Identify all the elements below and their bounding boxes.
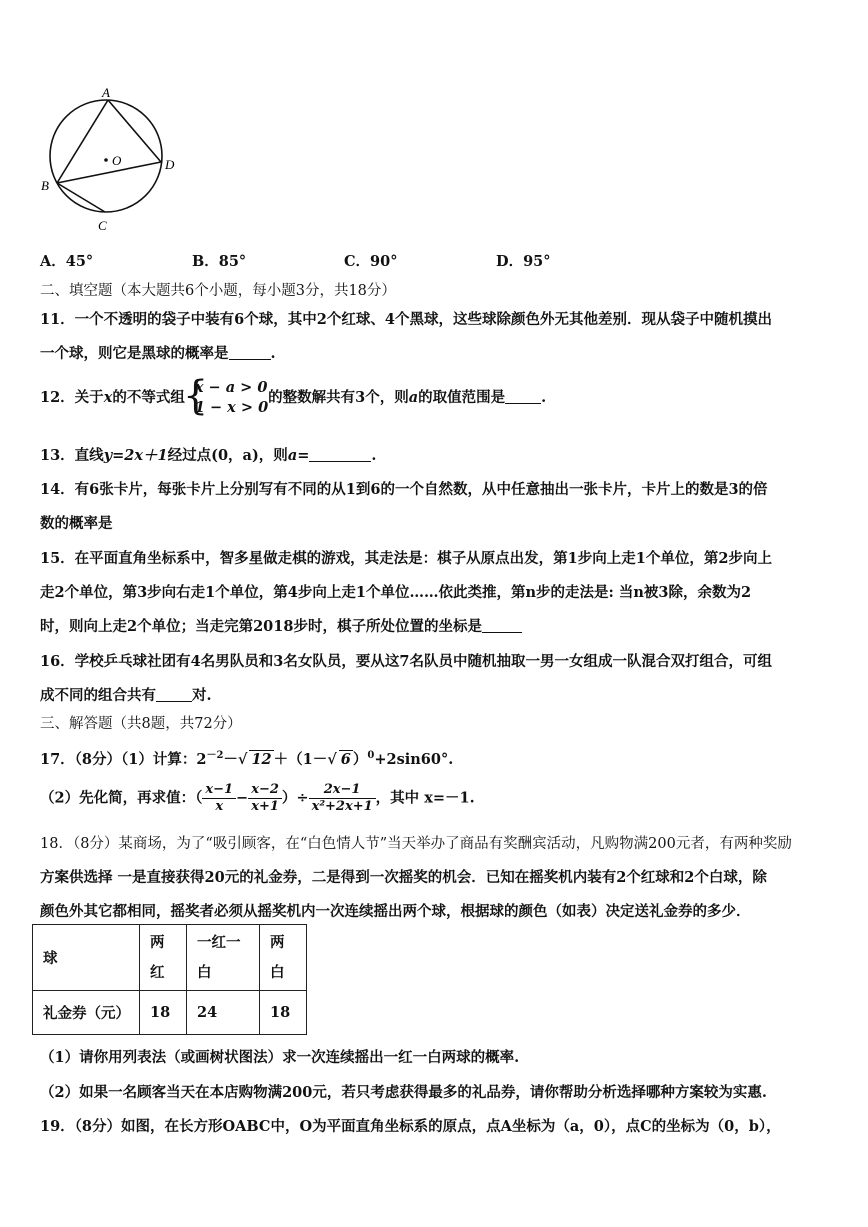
q17-sqrt12: 12 xyxy=(251,750,272,768)
q17-p1a: 17．（8分）（1）计算：2 xyxy=(40,750,207,768)
q11-end: . xyxy=(270,345,276,362)
q12-ineq1: { x − a > 0 xyxy=(194,379,268,396)
q17-p1c: ＋（1－ xyxy=(273,750,328,768)
q13-pre: 13．直线 xyxy=(40,447,104,464)
h2b: 白 xyxy=(197,963,212,981)
h3b: 白 xyxy=(270,963,285,981)
q17-exp: －2 xyxy=(206,750,224,761)
q17-minus: − xyxy=(236,789,249,807)
table-header-two-red xyxy=(140,925,187,991)
q12-post2: 的取值范围是 xyxy=(418,389,506,406)
q16-blank[interactable] xyxy=(156,687,192,702)
circle-figure xyxy=(36,88,186,238)
label-d: D xyxy=(165,157,175,172)
q12-mid: 的不等式组 xyxy=(112,389,185,406)
q13-eq: y=2x＋1 xyxy=(103,447,168,464)
q17-p1d: ） xyxy=(352,750,368,768)
q13-mid: 经过点(0，a)，则 xyxy=(167,447,288,464)
q16-line2 xyxy=(40,684,212,705)
q18-sub2: （2）如果一名顾客当天在本店购物满200元，若只考虑获得最多的礼品券，请你帮助分析选择哪种方案较为实惠. xyxy=(40,1084,767,1101)
q12-x: x xyxy=(103,389,113,406)
q17-p1b: － xyxy=(223,750,238,768)
q14-line1: 14．有6张卡片，每张卡片上分别写有不同的从1到6的一个自然数，从中任意抽出一张卡片，卡片上的数是3的倍 xyxy=(40,481,768,498)
q18-line2: 方案供选择 一是直接获得20元的礼金券，二是得到一次摇奖的机会．已知在摇奖机内装有2个红球和2个白球，除 xyxy=(40,869,767,886)
prize-table xyxy=(32,924,307,1035)
q15-line1: 15．在平面直角坐标系中，智多星做走棋的游戏，其走法是：棋子从原点出发，第1步向上走1个单位，第2步向上 xyxy=(40,550,772,567)
h2a: 一红一 xyxy=(197,933,241,951)
circle-o xyxy=(50,100,162,212)
option-c: C．90° xyxy=(344,253,398,270)
q17-part1: 17．（8分）（1）计算：$2^{-2}-√$ 12 ＋（1－√ 6 ）$^0$+2sin60°. xyxy=(40,750,454,768)
q14-line2: 数的概率是 xyxy=(40,515,113,532)
center-dot xyxy=(104,158,108,162)
q13-blank[interactable] xyxy=(309,447,371,462)
q18-line1: 18．（8分）某商场，为了“吸引顾客，在“白色情人节”当天举办了商品有奖酬宾活动，凡购物满200元者，有两种奖励 xyxy=(40,836,792,852)
q12-end: . xyxy=(541,389,547,406)
q12-post: 的整数解共有3个，则 xyxy=(268,389,409,406)
q17-exp0: 0 xyxy=(367,750,375,761)
table-cell: 18 xyxy=(140,991,187,1035)
q17-p2c: ，其中 x=－1. xyxy=(375,789,475,807)
q19-line1: 19．（8分）如图，在长方形OABC中，O为平面直角坐标系的原点，点A坐标为（a，0），点C的坐标为（0，b）， xyxy=(40,1118,781,1135)
q12-blank[interactable] xyxy=(505,389,541,404)
q15-blank[interactable] xyxy=(482,618,522,633)
chord-bc xyxy=(57,183,105,212)
q12-ineq2: 1 − x > 0 xyxy=(194,399,269,416)
q11-line1: 11．一个不透明的袋子中装有6个球，其中2个红球、4个黑球，这些球除颜色外无其他差别．现从袋子中随机摸出 xyxy=(40,311,772,328)
table-cell: 18 xyxy=(260,991,307,1035)
q17-frac1 xyxy=(202,782,236,815)
q17-frac2 xyxy=(248,782,282,815)
label-c: C xyxy=(98,218,107,233)
q13-a: a= xyxy=(287,447,310,464)
q12 xyxy=(40,378,546,418)
option-a: A．45° xyxy=(40,253,94,270)
frac3-den: x²+2x+1 xyxy=(311,799,373,814)
table-row xyxy=(33,991,307,1035)
section-3-heading: 三、解答题（共8题，共72分） xyxy=(40,716,242,732)
option-b: B．85° xyxy=(192,253,247,270)
h1b: 红 xyxy=(150,963,165,981)
q18-sub1: （1）请你用列表法（或画树状图法）求一次连续摇出一红一白两球的概率. xyxy=(40,1049,520,1066)
q11-text: 一个球，则它是黑球的概率是 xyxy=(40,345,229,362)
q16-end: 对. xyxy=(192,687,212,704)
label-a: A xyxy=(102,88,110,100)
frac2-num: x−2 xyxy=(248,782,282,799)
q17-frac3 xyxy=(309,782,376,815)
q12-system xyxy=(185,378,268,418)
q18-line3: 颜色外其它都相同，摇奖者必须从摇奖机内一次连续摇出两个球，根据球的颜色（如表）决定送礼金券的多少． xyxy=(40,903,751,920)
h1a: 两 xyxy=(150,933,165,951)
q13 xyxy=(40,444,376,465)
q15-text: 时，则向上走2个单位；当走完第2018步时，棋子所处位置的坐标是 xyxy=(40,618,482,635)
table-header-two-white xyxy=(260,925,307,991)
frac1-den: x xyxy=(215,799,224,814)
q16-text: 成不同的组合共有 xyxy=(40,687,156,704)
table-row xyxy=(33,925,307,991)
h3a: 两 xyxy=(270,933,285,951)
table-cell-label: 礼金券（元） xyxy=(33,991,140,1035)
q11-blank[interactable] xyxy=(229,345,271,360)
label-o: O xyxy=(112,153,122,168)
table-header-red-white xyxy=(187,925,260,991)
chord-ab xyxy=(57,100,108,183)
q13-end: . xyxy=(371,447,377,464)
q15-line3 xyxy=(40,615,522,636)
q15-line2: 走2个单位，第3步向右走1个单位，第4步向上走1个单位……依此类推，第n步的走法是: 当n被3除，余数为2 xyxy=(40,584,752,601)
q17-p2b: ）÷ xyxy=(281,789,309,807)
table-header-ball: 球 xyxy=(33,925,140,991)
q12-a: a xyxy=(408,389,419,406)
chord-bd xyxy=(57,162,161,183)
q12-pre: 12．关于 xyxy=(40,389,104,406)
q17-p2a: （2）先化简，再求值：（ xyxy=(40,789,203,807)
q17-sqrt6: 6 xyxy=(340,750,351,768)
table-cell: 24 xyxy=(187,991,260,1035)
q16-line1: 16．学校乒乓球社团有4名男队员和3名女队员，要从这7名队员中随机抽取一男一女组成一队混合双打组合，可组 xyxy=(40,653,772,670)
frac3-num: 2x−1 xyxy=(309,782,376,799)
option-d: D．95° xyxy=(496,253,551,270)
q17-p1e: +2sin60°. xyxy=(374,750,454,768)
q17-part2 xyxy=(40,782,475,815)
frac1-num: x−1 xyxy=(202,782,236,799)
q11-line2 xyxy=(40,342,276,363)
frac2-den: x+1 xyxy=(251,799,279,814)
label-b: B xyxy=(41,178,49,193)
section-2-heading: 二、填空题（本大题共6个小题，每小题3分，共18分） xyxy=(40,283,396,299)
